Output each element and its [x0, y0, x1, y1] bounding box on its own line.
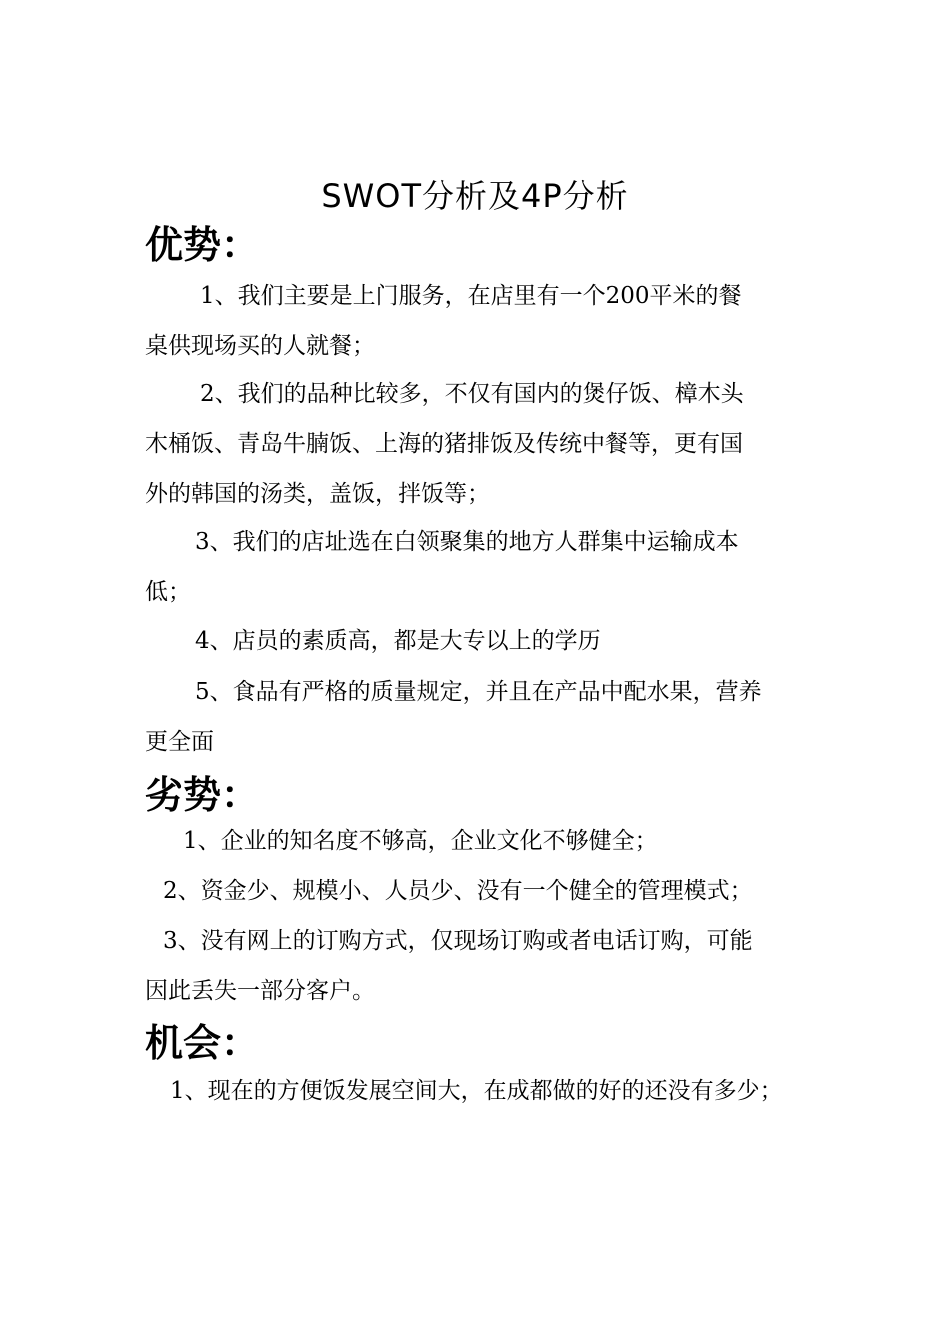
section-heading-strengths: 优势： — [145, 223, 260, 267]
strength-item-1 — [145, 271, 811, 321]
line: 外的韩国的汤类，盖饭，拌饭等； — [145, 481, 490, 507]
line: 5、食品有严格的质量规定，并且在产品中配水果，营养 — [195, 679, 762, 705]
line: 1、现在的方便饭发展空间大，在成都做的好的还没有多少； — [170, 1078, 783, 1104]
strength-item-3-cont — [145, 567, 811, 617]
strength-item-3 — [145, 517, 811, 567]
weakness-item-2 — [145, 866, 811, 916]
line: 1、我们主要是上门服务，在店里有一个200平米的餐 — [200, 283, 742, 309]
line: 低； — [145, 579, 191, 605]
line: 2、资金少、规模小、人员少、没有一个健全的管理模式； — [163, 878, 753, 904]
weakness-item-3-cont — [145, 966, 811, 1016]
line: 因此丢失一部分客户。 — [145, 978, 375, 1004]
section-heading-opportunities: 机会： — [145, 1021, 260, 1065]
line: 3、我们的店址选在白领聚集的地方人群集中运输成本 — [195, 529, 739, 555]
strength-item-4 — [145, 616, 811, 666]
opportunity-item-1 — [145, 1066, 811, 1116]
weakness-item-1 — [145, 816, 811, 866]
weakness-item-3 — [145, 916, 811, 966]
strength-item-2-cont — [145, 419, 811, 519]
line: 3、没有网上的订购方式，仅现场订购或者电话订购，可能 — [163, 928, 753, 954]
strength-item-5 — [145, 667, 811, 717]
strength-item-2 — [145, 369, 811, 419]
section-heading-weaknesses: 劣势： — [145, 773, 260, 817]
line: 4、店员的素质高，都是大专以上的学历 — [195, 628, 601, 654]
line: 更全面 — [145, 729, 214, 755]
line: 桌供现场买的人就餐； — [145, 333, 375, 359]
document-title: SWOT分析及4P分析 — [321, 177, 629, 215]
strength-item-5-cont — [145, 717, 811, 767]
line: 木桶饭、青岛牛腩饭、上海的猪排饭及传统中餐等，更有国 — [145, 431, 743, 457]
strength-item-1-cont — [145, 321, 811, 371]
line: 2、我们的品种比较多，不仅有国内的煲仔饭、樟木头 — [200, 381, 744, 407]
line: 1、企业的知名度不够高，企业文化不够健全； — [183, 828, 658, 854]
